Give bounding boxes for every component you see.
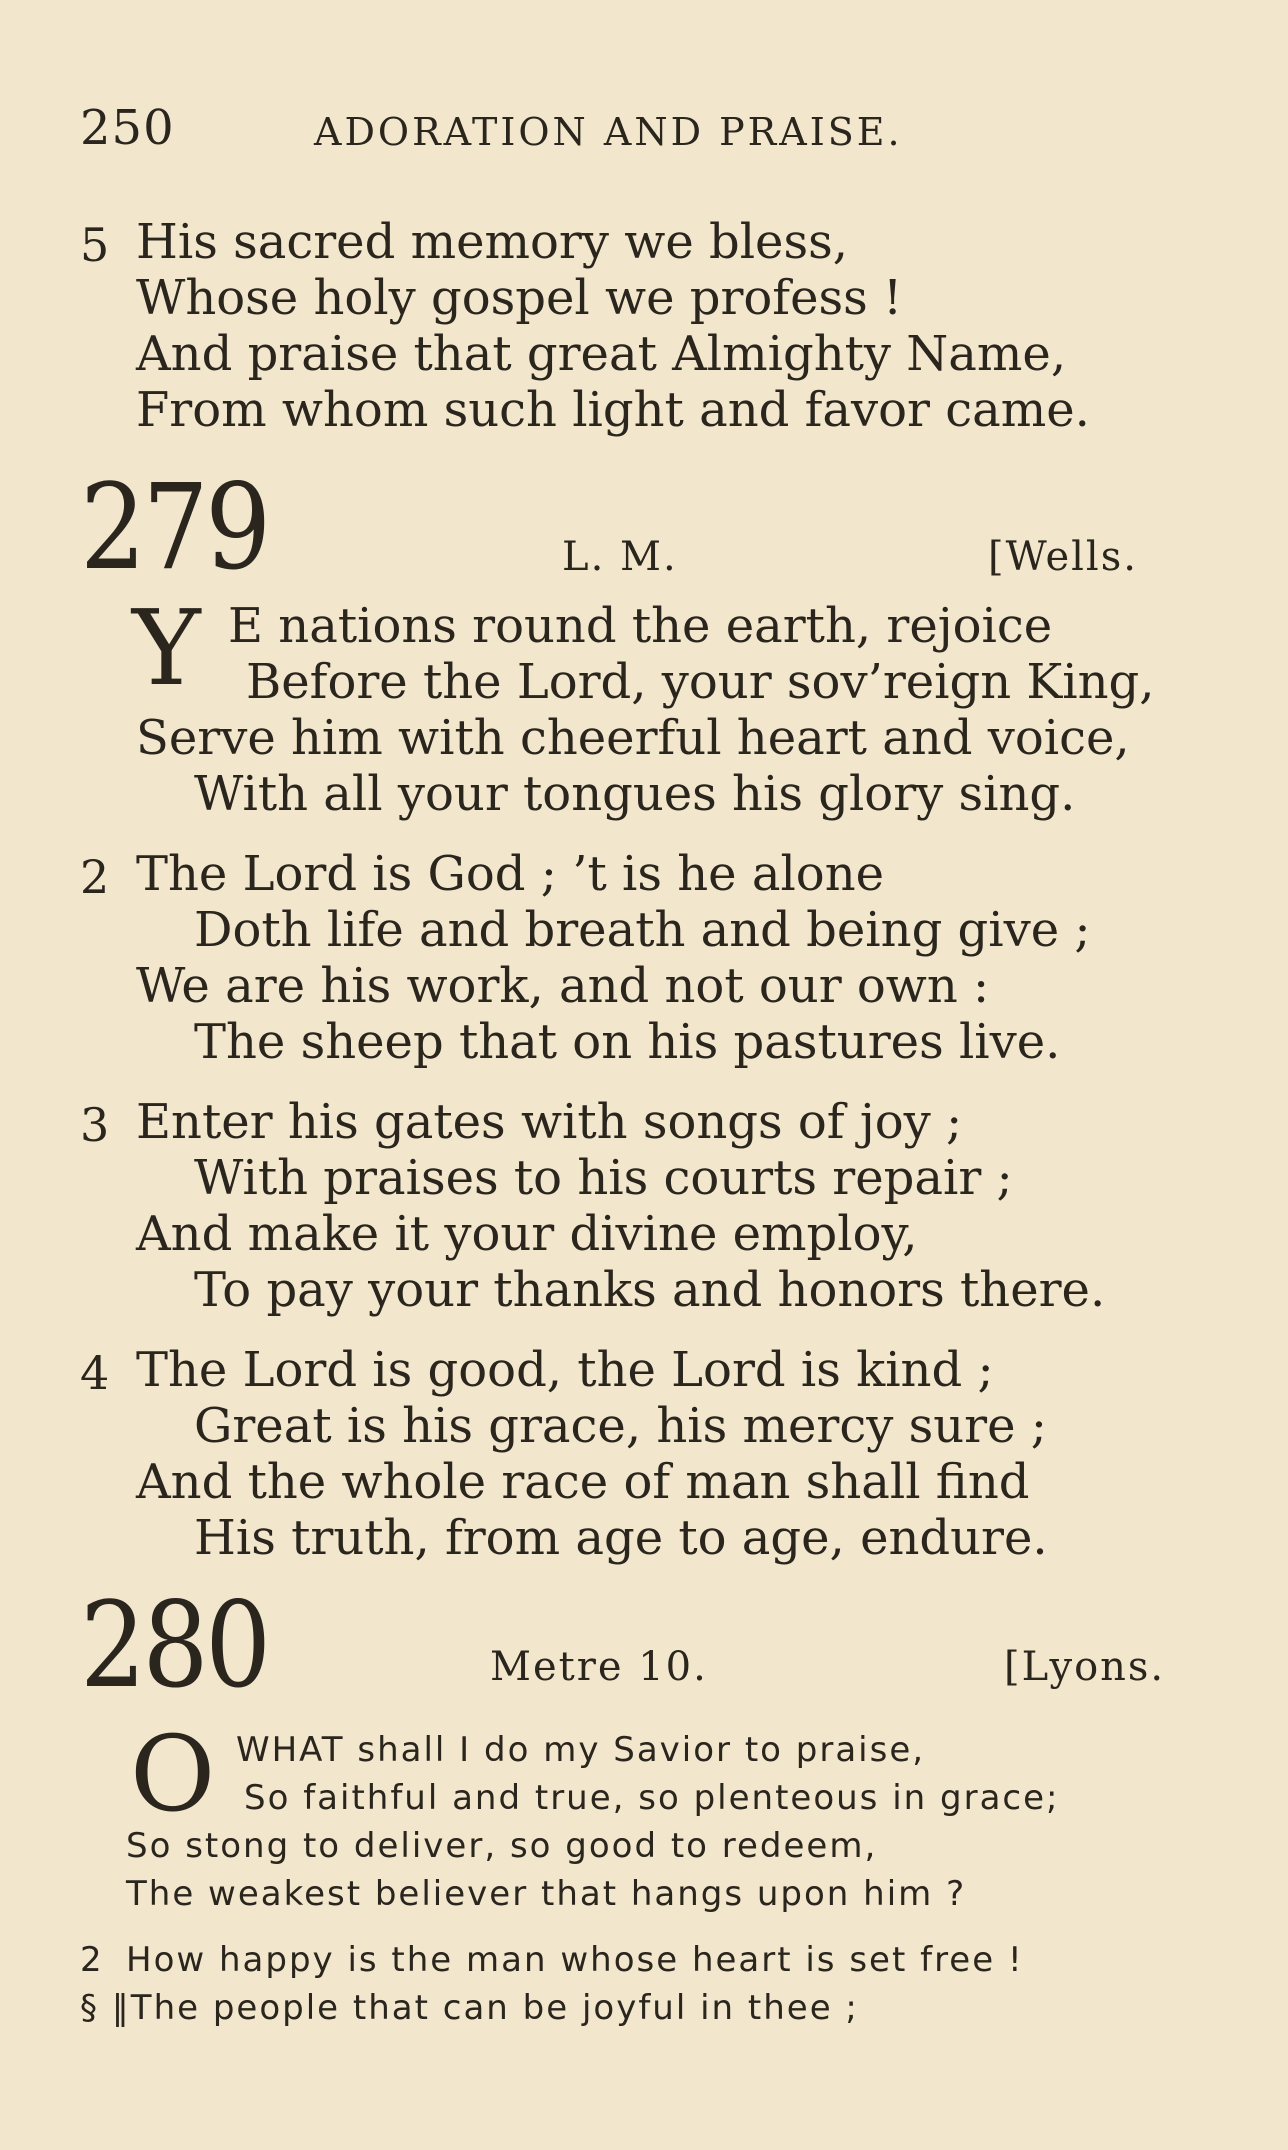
verse-line: His sacred memory we bless,	[136, 214, 848, 270]
verse-line: Before the Lord, your sov’reign King,	[246, 654, 1155, 710]
verse-line: So stong to deliver, so good to redeem,	[126, 1826, 878, 1866]
verse-line: Enter his gates with songs of joy ;	[136, 1094, 963, 1150]
verse-line: To pay your thanks and honors there.	[194, 1262, 1106, 1318]
verse-line: Great is his grace, his mercy sure ;	[194, 1398, 1047, 1454]
drop-cap: Y	[132, 587, 201, 709]
verse-line: § ‖The people that can be joyful in thee ;	[80, 1988, 859, 2028]
verse-line: So faithful and true, so plenteous in grace;	[244, 1778, 1060, 1818]
hymn-number: 280	[80, 1576, 268, 1714]
stanza-number: 3	[80, 1098, 110, 1152]
verse-line: The sheep that on his pastures live.	[194, 1014, 1061, 1070]
verse-line: With praises to his courts repair ;	[194, 1150, 1013, 1206]
stanza-number: 5	[80, 218, 110, 272]
hymn-meter: L. M.	[562, 534, 678, 580]
running-head: ADORATION AND PRAISE.	[314, 110, 903, 154]
verse-line: Whose holy gospel we profess !	[136, 270, 903, 326]
verse-line: The Lord is good, the Lord is kind ;	[136, 1342, 994, 1398]
stanza-number: 2	[80, 850, 110, 904]
verse-line: The Lord is God ; ’t is he alone	[136, 846, 885, 902]
verse-line: Serve him with cheerful heart and voice,	[136, 710, 1130, 766]
verse-line: And make it your divine employ,	[136, 1206, 918, 1262]
page-number: 250	[80, 100, 175, 156]
verse-line: Doth life and breath and being give ;	[194, 902, 1091, 958]
hymn-tune: [Lyons.	[1004, 1644, 1166, 1690]
stanza-number: 4	[80, 1346, 110, 1400]
verse-line: How happy is the man whose heart is set free !	[126, 1940, 1024, 1980]
verse-line: And praise that great Almighty Name,	[136, 326, 1067, 382]
hymn-meter: Metre 10.	[490, 1644, 708, 1690]
stanza-number: 2	[80, 1940, 104, 1980]
verse-line: His truth, from age to age, endure.	[194, 1510, 1048, 1566]
verse-line: We are his work, and not our own :	[136, 958, 990, 1014]
hymn-number: 279	[80, 458, 268, 596]
verse-line: With all your tongues his glory sing.	[194, 766, 1076, 822]
verse-line: E nations round the earth, rejoice	[228, 598, 1053, 654]
drop-cap: O	[130, 1713, 216, 1835]
verse-line: And the whole race of man shall find	[136, 1454, 1030, 1510]
verse-line: The weakest believer that hangs upon him ?	[126, 1874, 967, 1914]
verse-line: From whom such light and favor came.	[136, 382, 1090, 438]
hymn-tune: [Wells.	[988, 534, 1138, 580]
verse-line: WHAT shall I do my Savior to praise,	[236, 1730, 926, 1770]
